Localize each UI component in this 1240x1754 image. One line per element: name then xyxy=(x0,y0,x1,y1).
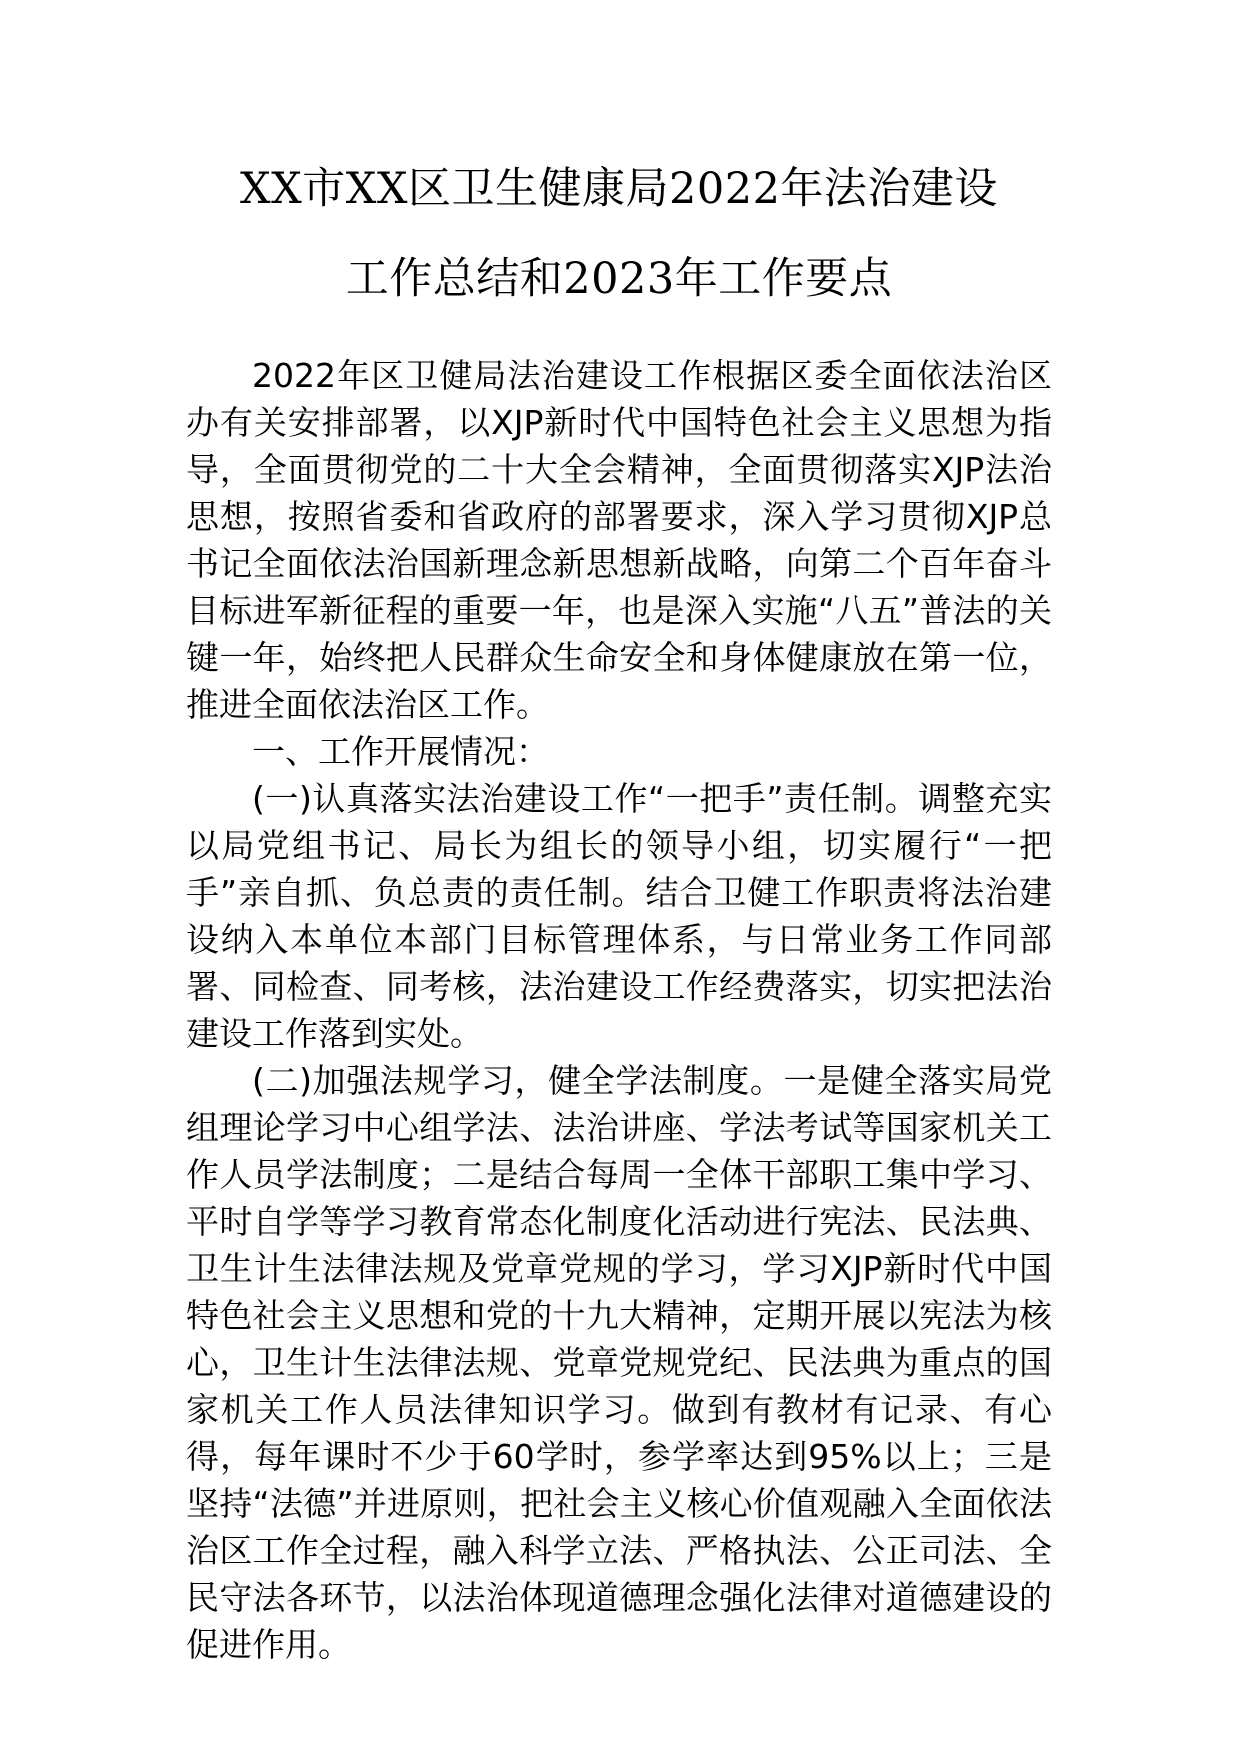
intro-paragraph: 2022年区卫健局法治建设工作根据区委全面依法治区办有关安排部署，以XJP新时代中国特色社会主义思想为指导，全面贯彻党的二十大全会精神，全面贯彻落实XJP法治思想，按照省委和省政府的部署要求，深入学习贯彻XJP总书记全面依法治国新理念新思想新战略，向第二个百年奋斗目标进军新征程的重要一年，也是深入实施“八五”普法的关键一年，始终把人民群众生命安全和身体健康放在第一位，推进全面依法治区工作。 xyxy=(186,356,1052,724)
document-title xyxy=(186,144,1052,324)
document-content xyxy=(186,352,1052,1668)
section-2-paragraph: (二)加强法规学习，健全学法制度。一是健全落实局党组理论学习中心组学法、法治讲座、学法考试等国家机关工作人员学法制度；二是结合每周一全体干部职工集中学习、平时自学等学习教育常态化制度化活动进行宪法、民法典、卫生计生法律法规及党章党规的学习，学习XJP新时代中国特色社会主义思想和党的十九大精神，定期开展以宪法为核心，卫生计生法律法规、党章党规党纪、民法典为重点的国家机关工作人员法律知识学习。做到有教材有记录、有心得，每年课时不少于60学时，参学率达到95%以上；三是坚持“法德”并进原则，把社会主义核心价值观融入全面依法治区工作全过程，融入科学立法、严格执法、公正司法、全民守法各环节，以法治体现道德理念强化法律对道德建设的促进作用。 xyxy=(186,1061,1052,1664)
section-heading: 一、工作开展情况： xyxy=(252,732,549,771)
document-body xyxy=(186,162,1052,1664)
document-title-line-2: 工作总结和2023年工作要点 xyxy=(345,254,893,304)
section-1-paragraph: (一)认真落实法治建设工作“一把手”责任制。调整充实以局党组书记、局长为组长的领导小组，切实履行“一把手”亲自抓、负总责的责任制。结合卫健工作职责将法治建设纳入本单位本部门目标管理体系，与日常业务工作同部署、同检查、同考核，法治建设工作经费落实，切实把法治建设工作落到实处。 xyxy=(186,779,1052,1053)
document-title-line-1: XX市XX区卫生健康局2022年法治建设 xyxy=(240,164,998,214)
